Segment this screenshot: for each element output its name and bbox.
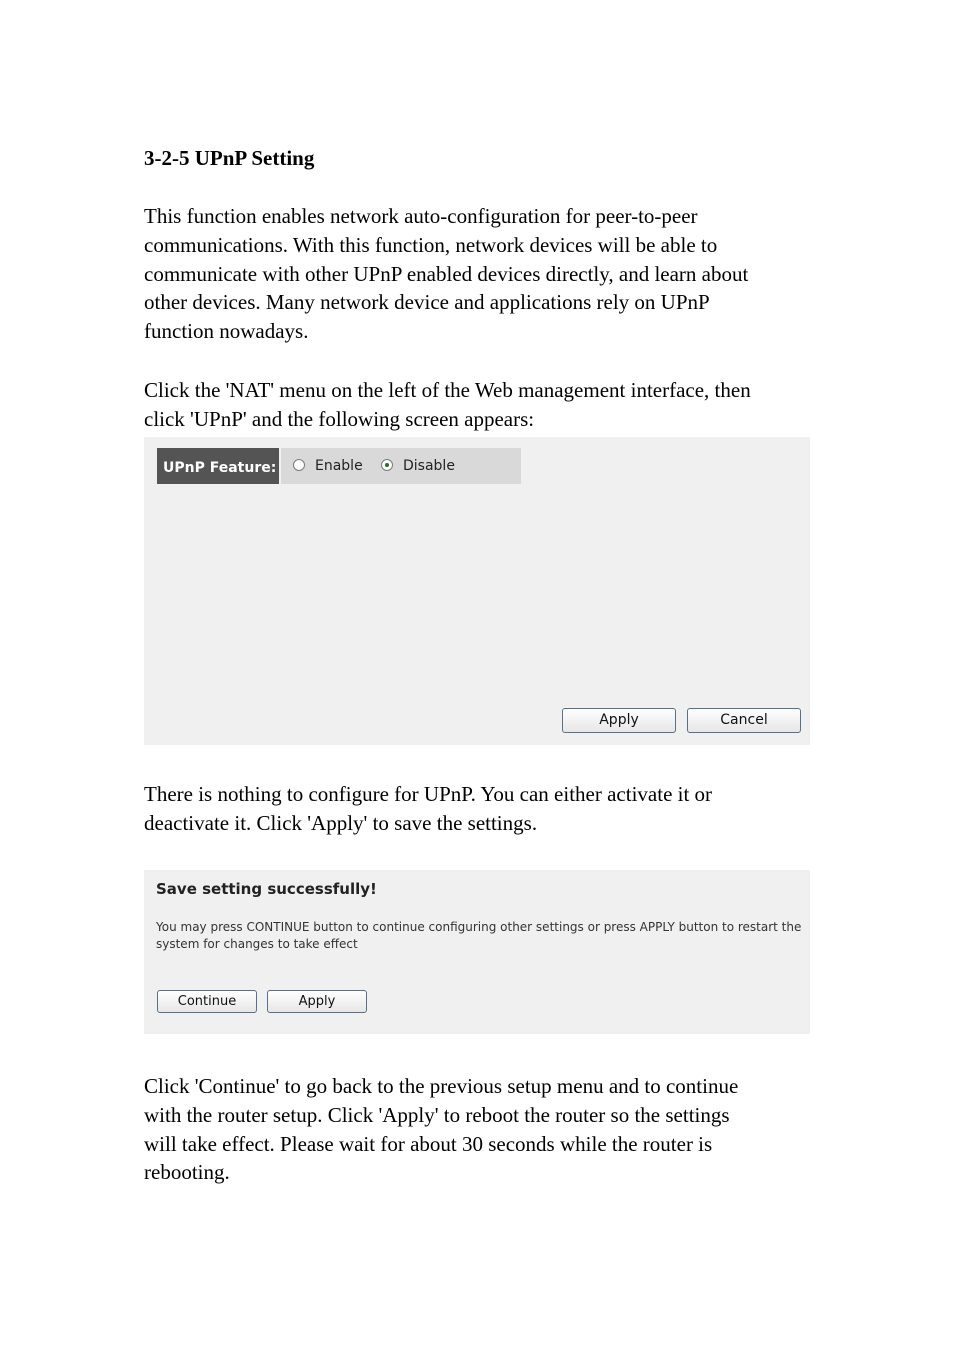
save-success-title: Save setting successfully! xyxy=(156,880,377,898)
navigation-paragraph xyxy=(144,376,814,434)
cancel-button[interactable]: Cancel xyxy=(687,708,801,733)
configuration-paragraph xyxy=(144,780,814,838)
intro-line: This function enables network auto-configuration for peer-to-peer xyxy=(144,204,698,228)
nav-line: Click the 'NAT' menu on the left of the Web management interface, then xyxy=(144,378,751,402)
config-line: deactivate it. Click 'Apply' to save the settings. xyxy=(144,810,538,835)
save-success-message xyxy=(156,919,806,952)
nav-line: click 'UPnP' and the following screen appears: xyxy=(144,406,535,431)
continue-line: Click 'Continue' to go back to the previous setup menu and to continue xyxy=(144,1074,739,1098)
continue-line: will take effect. Please wait for about 30 seconds while the router is xyxy=(144,1131,713,1156)
intro-line: communications. With this function, network devices will be able to xyxy=(144,232,718,257)
continue-paragraph xyxy=(144,1072,814,1187)
intro-paragraph xyxy=(144,202,814,346)
intro-line: function nowadays. xyxy=(144,319,309,344)
continue-line: rebooting. xyxy=(144,1160,230,1185)
save-apply-button[interactable]: Apply xyxy=(267,990,367,1013)
intro-line: other devices. Many network device and applications rely on UPnP xyxy=(144,290,710,315)
config-line: There is nothing to configure for UPnP. You can either activate it or xyxy=(144,782,713,806)
enable-radio-label[interactable]: Enable xyxy=(315,458,363,474)
section-heading: 3-2-5 UPnP Setting xyxy=(144,146,315,170)
intro-line: communicate with other UPnP enabled devices directly, and learn about xyxy=(144,261,749,286)
upnp-feature-label: UPnP Feature: xyxy=(157,448,279,484)
continue-button[interactable]: Continue xyxy=(157,990,257,1013)
message-line: system for changes to take effect xyxy=(156,936,358,951)
disable-radio[interactable] xyxy=(381,459,393,471)
upnp-feature-options xyxy=(281,448,521,484)
apply-button[interactable]: Apply xyxy=(562,708,676,733)
enable-radio[interactable] xyxy=(293,459,305,471)
message-line: You may press CONTINUE button to continue configuring other settings or press APPLY button to restart the xyxy=(156,920,802,934)
save-success-panel xyxy=(144,870,810,1034)
continue-line: with the router setup. Click 'Apply' to reboot the router so the settings xyxy=(144,1102,730,1127)
upnp-settings-panel xyxy=(144,437,810,745)
disable-radio-label[interactable]: Disable xyxy=(403,458,455,474)
